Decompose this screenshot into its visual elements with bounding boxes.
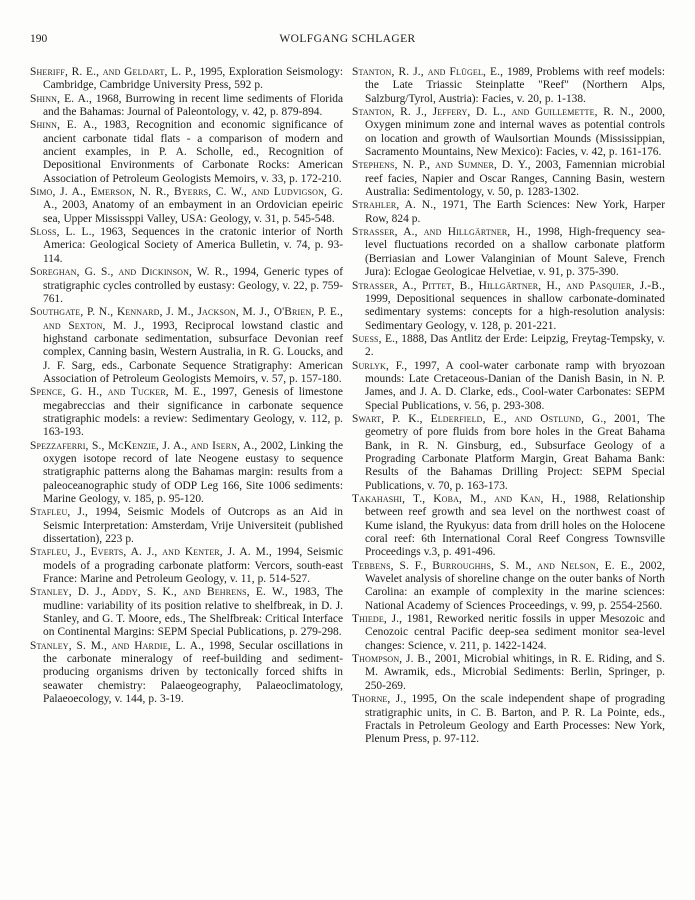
- reference-item: [352, 560, 665, 613]
- reference-body: 2001, The geometry of pore fluids from bore holes in the Great Bahama Bank, in R. N. Ginsburg, ed., Subsurface Geology of a Prograding Carbonate Platform Margin, Great Bahama Bank: Results of the Bahamas Drilling Project: SEPM Special Publications, v. 70, p. 163-173.: [365, 412, 665, 492]
- reference-body: 2000, Oxygen minimum zone and internal waves as potential controls on location and growth of Waulsortian Mounds (Mississippian, Sacramento Mountains, New Mexico): Facies, v. 42, p. 161-176.: [365, 106, 665, 159]
- reference-item: [30, 586, 343, 639]
- reference-item: [30, 266, 343, 306]
- references-left-column: [30, 66, 343, 747]
- reference-item: [352, 333, 665, 360]
- reference-authors: Strasser, A., Pittet, B., Hillgärtner, H., and Pasquier, J.-B.,: [352, 279, 665, 292]
- reference-authors: Southgate, P. N., Kennard, J. M., Jackson, M. J., O'Brien, P. E., and Sexton, M. J.,: [30, 306, 343, 332]
- reference-item: [352, 280, 665, 333]
- reference-body: 1994, Seismic Models of Outcrops as an Aid in Seismic Interpretation: Amsterdam, Vrije Universiteit (published dissertation), 223 p.: [43, 506, 343, 546]
- reference-body: 1983, Recognition and economic significance of ancient carbonate tidal flats - a comparison of modern and ancient examples, in P. A. Scholle, ed., Recognition of Depositional Environments of Carbonate Rocks: American Association of Petroleum Geologists Memoirs, v. 33, p. 172-210.: [43, 119, 343, 185]
- reference-body: 1997, A cool-water carbonate ramp with bryozoan mounds: Late Cretaceous-Danian of the Danish Basin, in N. P. James, and J. A. D. Clarke, eds., Cool-water Carbonates: SEPM Special Publications, v. 56, p. 293-308.: [365, 359, 665, 412]
- reference-authors: Tebbens, S. F., Burroughhs, S. M., and Nelson, E. E.,: [352, 559, 634, 572]
- reference-authors: Thorne, J.,: [352, 693, 407, 706]
- reference-authors: Strahler, A. N.,: [352, 199, 437, 212]
- reference-authors: Sheriff, R. E., and Geldart, L. P.,: [30, 66, 197, 78]
- reference-item: [30, 93, 343, 120]
- reference-item: [30, 386, 343, 439]
- reference-body: 1998, Secular oscillations in the carbonate mineralogy of reef-building and sediment-producing organisms driven by tectonically forced shifts in seawater chemistry: Palaeogeography, Palaeoclimatology, Palaeoecology, v. 144, p. 3-19.: [43, 639, 343, 706]
- reference-body: 1997, Genesis of limestone megabreccias and their significance in carbonate sequence stratigraphic models: a review: Sedimentary Geology, v. 112, p. 163-193.: [43, 386, 343, 439]
- reference-body: 1888, Das Antlitz der Erde: Leipzig, Freytag-Tempsky, v. 2.: [365, 332, 665, 359]
- reference-item: [352, 199, 665, 226]
- reference-body: 1995, On the scale independent shape of prograding stratigraphic units, in C. B. Barton, and P. R. La Pointe, eds., Fractals in Petroleum Geology and Earth Processes: New York, Plenum Press, p. 97-112.: [365, 693, 665, 746]
- reference-item: [352, 66, 665, 106]
- reference-authors: Stanley, S. M., and Hardie, L. A.,: [30, 639, 205, 652]
- reference-item: [30, 306, 343, 386]
- reference-body: 1968, Burrowing in recent lime sediments of Florida and the Bahamas: Journal of Paleontology, v. 42, p. 879-894.: [43, 92, 343, 119]
- reference-item: [352, 413, 665, 493]
- reference-authors: Shinn, E. A.,: [30, 92, 93, 105]
- reference-body: 1999, Depositional sequences in shallow carbonate-dominated sedimentary systems: concepts for a high-resolution analysis: Sedimentary Geology, v. 128, p. 201-221.: [365, 292, 665, 332]
- reference-authors: Stafleu, J.,: [30, 506, 89, 519]
- reference-authors: Stephens, N. P., and Sumner, D. Y.,: [352, 159, 531, 172]
- reference-body: 2002, Linking the oxygen isotope record of late Neogene eustasy to sequence stratigraphic patterns along the Bahamas margin: results from a paleoceanographic study of ODP Leg 166, Site 1006 sediments: Marine Geology, v. 185, p. 95-120.: [43, 439, 343, 505]
- reference-authors: Thiede, J.,: [352, 613, 403, 626]
- reference-body: 2001, Microbial whitings, in R. E. Riding, and S. M. Awramik, eds., Microbial Sediments: Berlin, Springer, p. 250-269.: [365, 653, 665, 692]
- references-right-column: [352, 66, 665, 747]
- reference-item: [352, 226, 665, 279]
- reference-body: 1994, Generic types of stratigraphic cycles controlled by eustasy: Geology, v. 22, p. 759-761.: [43, 266, 343, 305]
- reference-body: 1983, The mudline: variability of its position relative to shelfbreak, in D. J. Stanley, and G. T. Moore, eds., The Shelfbreak: Critical Interface on Continental Margins: SEPM Special Publications, p. 279-298.: [43, 586, 343, 639]
- reference-item: [352, 493, 665, 560]
- reference-item: [30, 440, 343, 507]
- reference-item: [30, 119, 343, 186]
- reference-body: 2002, Wavelet analysis of shoreline change on the outer banks of North Carolina: an example of complexity in the marine sciences: National Academy of Sciences Proceedings, v. 99, p. 2554-2560.: [365, 559, 665, 612]
- reference-authors: Thompson, J. B.,: [352, 653, 432, 666]
- reference-item: [30, 640, 343, 707]
- reference-authors: Spence, G. H., and Tucker, M. E.,: [30, 386, 207, 399]
- reference-item: [352, 159, 665, 199]
- reference-item: [30, 506, 343, 546]
- references-section: [30, 66, 665, 747]
- reference-body: 2003, Famennian microbial reef facies, Napier and Oscar Ranges, Canning Basin, western Australia: Sedimentology, v. 50, p. 1283-1302.: [365, 159, 665, 199]
- reference-authors: Spezzaferri, S., McKenzie, J. A., and Isern, A.,: [30, 439, 258, 452]
- reference-body: 2003, Anatomy of an embayment in an Ordovician epeiric sea, Upper Mississppi Valley, USA: Geology, v. 31, p. 545-548.: [43, 199, 343, 225]
- reference-authors: Simo, J. A., Emerson, N. R., Byerrs, C. W., and Ludvigson, G. A.,: [30, 186, 343, 212]
- reference-authors: Stanton, R. J., Jeffery, D. L., and Guillemette, R. N.,: [352, 106, 634, 119]
- reference-body: 1963, Sequences in the cratonic interior of North America: Geological Society of America Bulletin, v. 74, p. 93-114.: [43, 226, 343, 265]
- reference-authors: Sloss, L. L.,: [30, 226, 95, 239]
- reference-item: [352, 653, 665, 693]
- reference-item: [30, 66, 343, 93]
- reference-item: [30, 186, 343, 226]
- reference-authors: Strasser, A., and Hillgärtner, H.,: [352, 226, 531, 239]
- reference-item: [30, 226, 343, 266]
- reference-body: 1988, Relationship between reef growth and sea level on the northwest coast of Kume island, the Ryukyus: data from drill holes on the Holocene coral reef: 6th International Coral Reef Congress Townsville Proceedings v.3, p. 491-496.: [365, 493, 665, 559]
- reference-item: [352, 360, 665, 413]
- reference-body: 1994, Seismic models of a prograding carbonate platform: Vercors, south-east France: Marine and Petroleum Geology, v. 11, p. 514-527.: [43, 546, 343, 586]
- reference-body: 1993, Reciprocal lowstand clastic and highstand carbonate sedimentation, subsurface Devonian reef complex, Canning basin, Western Australia, in R. G. Loucks, and J. F. Sarg, eds., Carbonate Sequence Stratigraphy: American Association of Petroleum Geologists Memoirs, v. 57, p. 157-180.: [43, 319, 343, 385]
- reference-authors: Soreghan, G. S., and Dickinson, W. R.,: [30, 266, 229, 279]
- reference-item: [352, 106, 665, 159]
- reference-authors: Stanton, R. J., and Flügel, E.,: [352, 66, 504, 78]
- reference-authors: Takahashi, T., Koba, M., and Kan, H.,: [352, 493, 566, 505]
- reference-authors: Shinn, E. A.,: [30, 119, 98, 132]
- reference-item: [352, 613, 665, 653]
- reference-body: 1971, The Earth Sciences: New York, Harper Row, 824 p.: [365, 199, 666, 225]
- reference-authors: Surlyk, F.,: [352, 359, 408, 372]
- reference-authors: Swart, P. K., Elderfield, E., and Ostlund, G.,: [352, 412, 607, 425]
- reference-body: 1995, Exploration Seismology: Cambridge, Cambridge University Press, 592 p.: [43, 66, 343, 92]
- reference-item: [352, 693, 665, 746]
- page-header: [30, 33, 665, 49]
- running-head: WOLFGANG SCHLAGER: [279, 33, 416, 45]
- reference-item: [30, 546, 343, 586]
- page-number: 190: [30, 33, 48, 45]
- reference-authors: Stanley, D. J., Addy, S. K., and Behrens, E. W.,: [30, 586, 288, 599]
- reference-body: 1998, High-frequency sea-level fluctuations recorded on a shallow carbonate platform (Berriasian and Lower Valanginian of Mount Saleve, French Jura): Eclogae Geologicae Helvetiae, v. 91, p. 375-390.: [365, 226, 666, 279]
- reference-body: 1981, Reworked neritic fossils in upper Mesozoic and Cenozoic central Pacific deep-sea sediment monitor sea-level changes: Science, v. 211, p. 1422-1424.: [365, 613, 666, 652]
- reference-body: 1989, Problems with reef models: the Late Triassic Steinplatte "Reef" (Northern Alps, Salzburg/Tyrol, Austria): Facies, v. 20, p. 1-138.: [365, 66, 666, 105]
- reference-authors: Suess, E.,: [352, 332, 399, 345]
- reference-authors: Stafleu, J., Everts, A. J., and Kenter, J. A. M.,: [30, 546, 272, 559]
